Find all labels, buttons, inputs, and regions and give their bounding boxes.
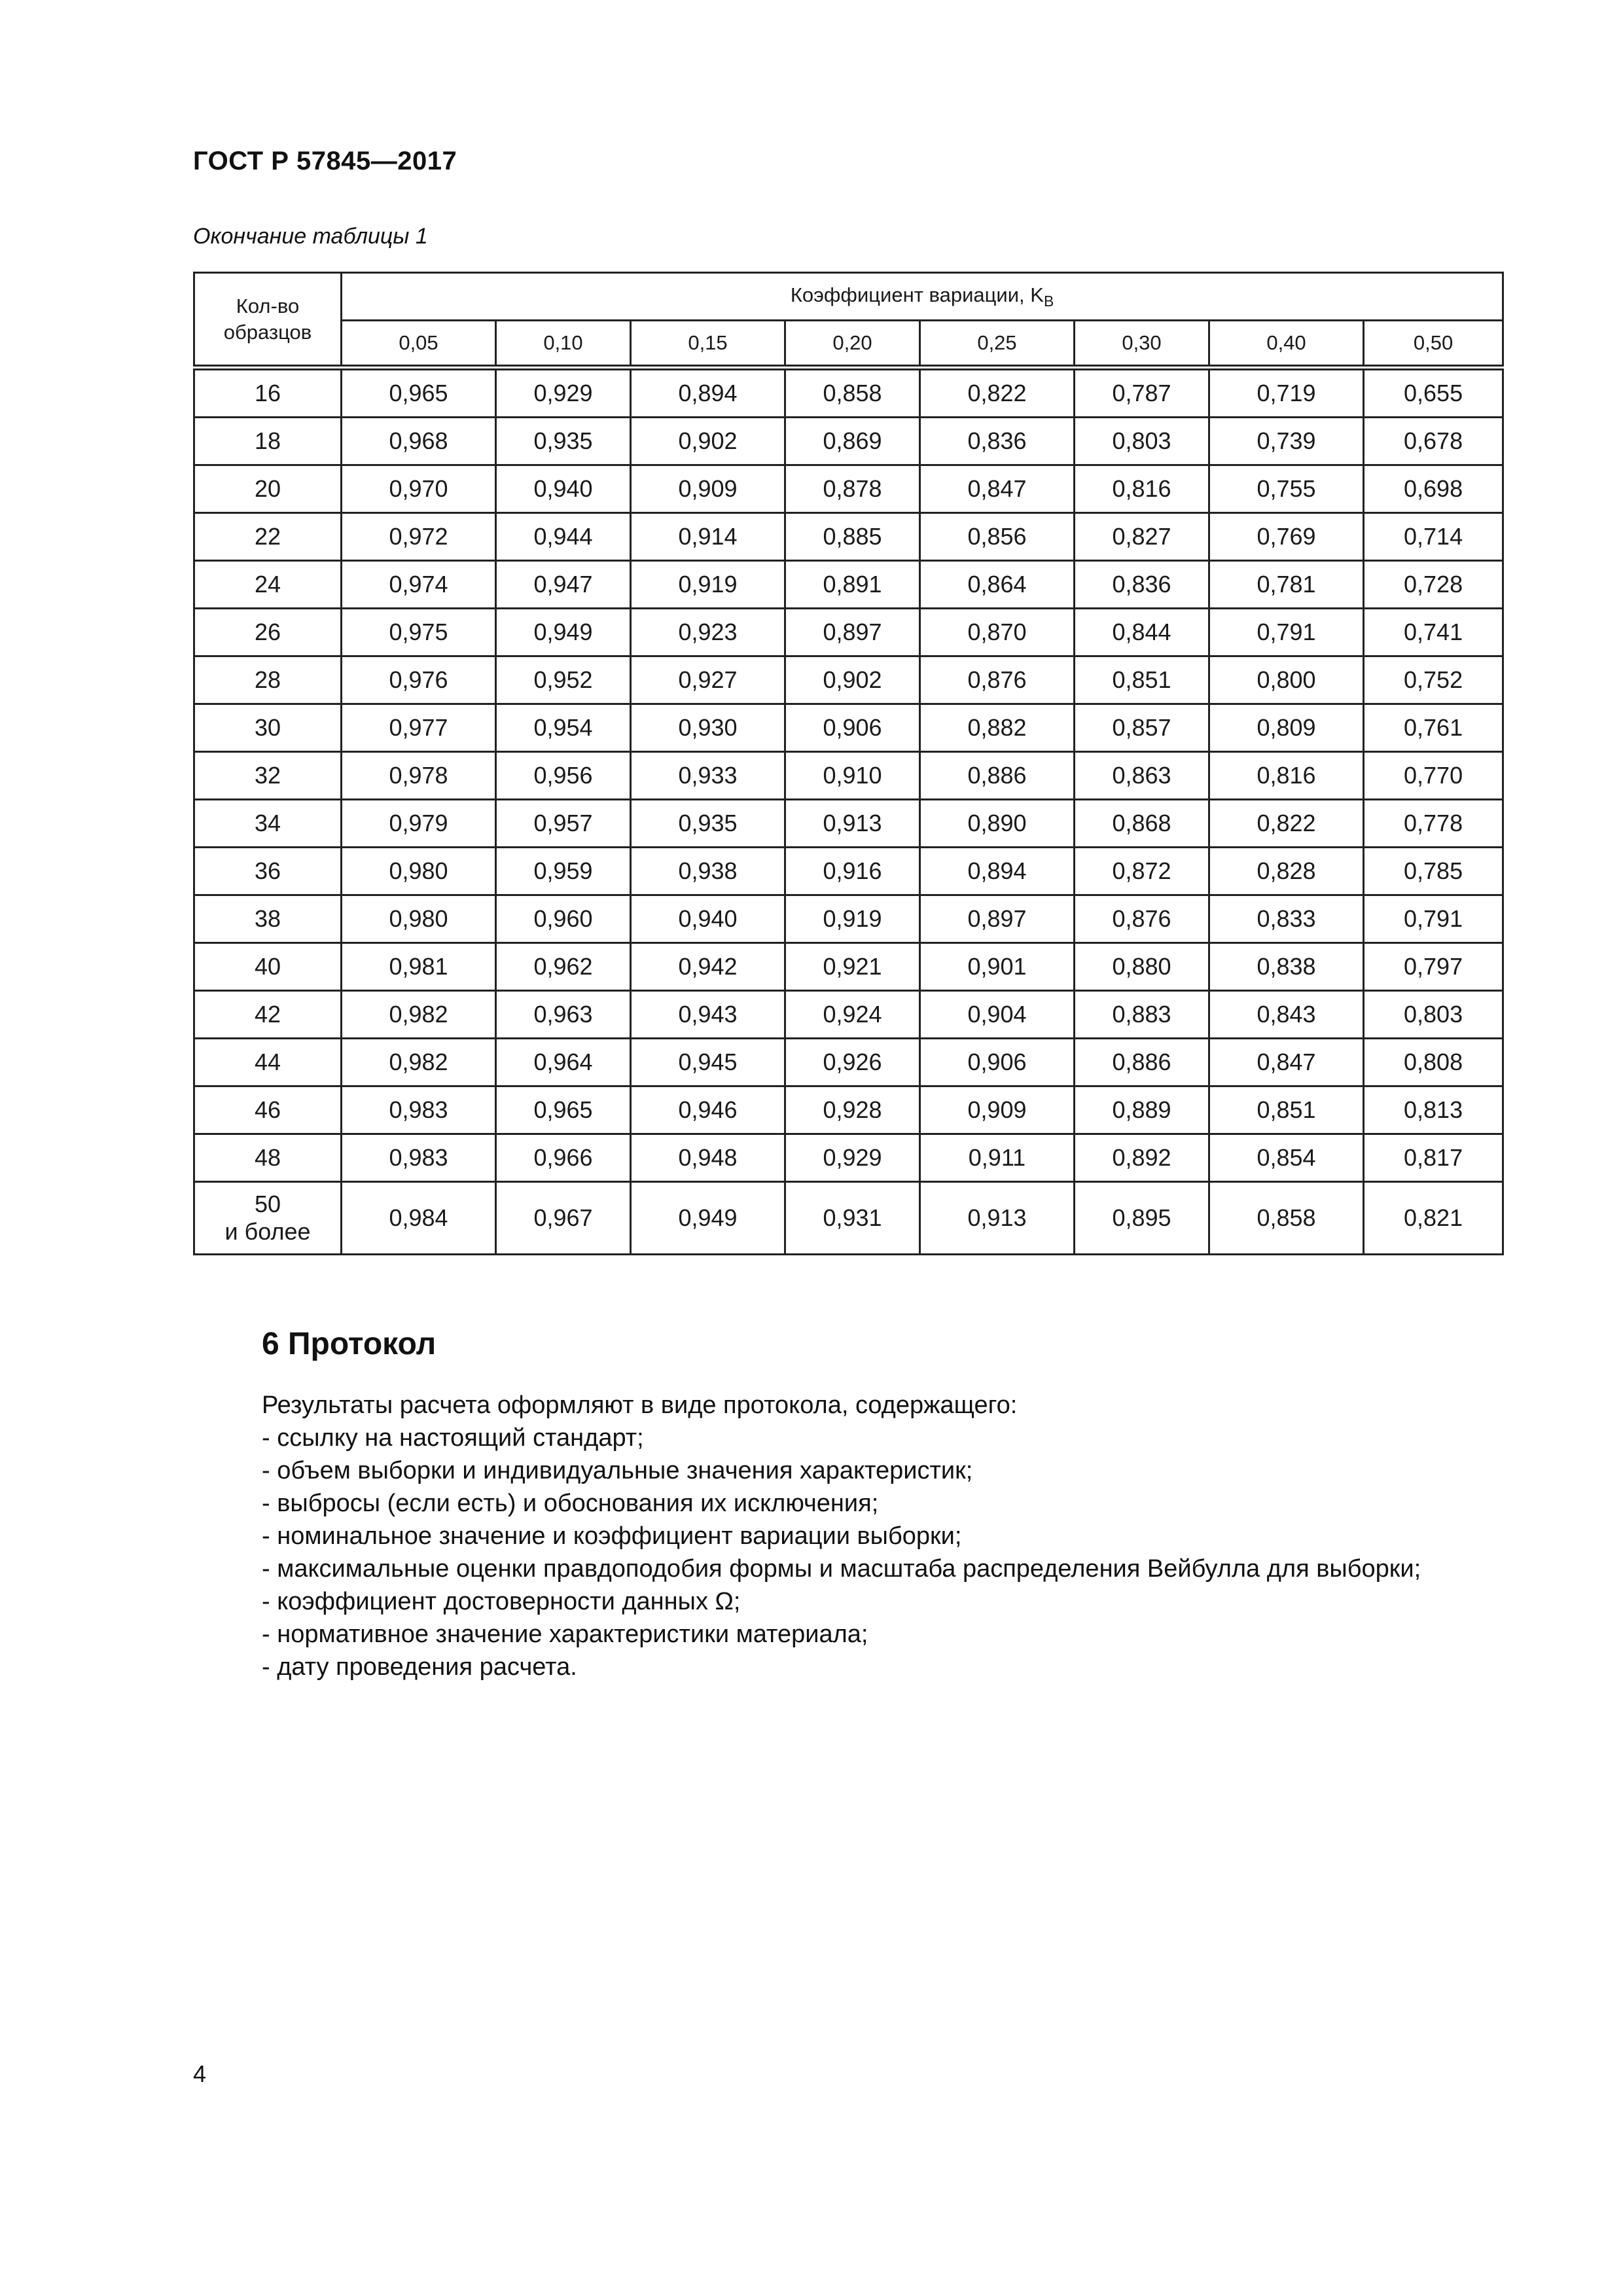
table-cell: 0,894 <box>631 368 785 418</box>
table-cell: 0,929 <box>496 368 631 418</box>
table-cell: 0,838 <box>1209 943 1364 991</box>
table-cell: 0,828 <box>1209 848 1364 895</box>
table-cell: 0,836 <box>920 418 1075 465</box>
table-row <box>194 368 1503 418</box>
table-cell: 0,808 <box>1364 1039 1503 1086</box>
table-cell: 0,962 <box>496 943 631 991</box>
table-cell: 0,976 <box>342 656 496 704</box>
sample-count-cell: 50 и более <box>194 1182 342 1255</box>
column-header: 0,20 <box>785 321 920 368</box>
table-row <box>194 1134 1503 1182</box>
table-cell: 0,857 <box>1075 704 1209 752</box>
list-item: - коэффициент достоверности данных Ω; <box>262 1588 741 1615</box>
sample-count-cell: 40 <box>194 943 342 991</box>
table-cell: 0,929 <box>785 1134 920 1182</box>
table-cell: 0,761 <box>1364 704 1503 752</box>
table-cell: 0,876 <box>920 656 1075 704</box>
table-cell: 0,787 <box>1075 368 1209 418</box>
page-number: 4 <box>193 2060 207 2087</box>
table-cell: 0,940 <box>496 465 631 513</box>
table-cell: 0,858 <box>785 368 920 418</box>
table-cell: 0,930 <box>631 704 785 752</box>
sample-count-cell: 18 <box>194 418 342 465</box>
table-cell: 0,933 <box>631 752 785 800</box>
table-cell: 0,854 <box>1209 1134 1364 1182</box>
table-cell: 0,863 <box>1075 752 1209 800</box>
table-cell: 0,833 <box>1209 895 1364 943</box>
table-row <box>194 991 1503 1039</box>
table-cell: 0,906 <box>920 1039 1075 1086</box>
list-item: - выбросы (если есть) и обоснования их исключения; <box>262 1490 879 1517</box>
table-cell: 0,856 <box>920 513 1075 561</box>
table-cell: 0,778 <box>1364 800 1503 848</box>
table-cell: 0,979 <box>342 800 496 848</box>
table-row <box>194 848 1503 895</box>
table-caption: Окончание таблицы 1 <box>193 224 428 249</box>
table-cell: 0,891 <box>785 561 920 609</box>
table-cell: 0,897 <box>785 609 920 656</box>
table-cell: 0,980 <box>342 895 496 943</box>
table-cell: 0,698 <box>1364 465 1503 513</box>
sample-count-cell: 42 <box>194 991 342 1039</box>
list-item: - дату проведения расчета. <box>262 1653 577 1681</box>
table-cell: 0,945 <box>631 1039 785 1086</box>
table-cell: 0,938 <box>631 848 785 895</box>
table-cell: 0,970 <box>342 465 496 513</box>
sample-count-cell: 48 <box>194 1134 342 1182</box>
column-header: 0,05 <box>342 321 496 368</box>
sample-count-cell: 46 <box>194 1086 342 1134</box>
table-cell: 0,858 <box>1209 1182 1364 1255</box>
table-cell: 0,883 <box>1075 991 1209 1039</box>
table-cell: 0,876 <box>1075 895 1209 943</box>
table-cell: 0,678 <box>1364 418 1503 465</box>
table-cell: 0,869 <box>785 418 920 465</box>
sample-count-cell: 38 <box>194 895 342 943</box>
table-cell: 0,741 <box>1364 609 1503 656</box>
column-header: 0,15 <box>631 321 785 368</box>
table-cell: 0,803 <box>1075 418 1209 465</box>
table-cell: 0,728 <box>1364 561 1503 609</box>
section-body <box>193 1389 1502 1683</box>
table-row <box>194 609 1503 656</box>
table-row <box>194 1086 1503 1134</box>
table-row <box>194 561 1503 609</box>
sample-count-cell: 30 <box>194 704 342 752</box>
table-cell: 0,847 <box>920 465 1075 513</box>
list-item: - объем выборки и индивидуальные значения характеристик; <box>262 1457 973 1484</box>
table-cell: 0,847 <box>1209 1039 1364 1086</box>
table-cell: 0,816 <box>1209 752 1364 800</box>
subscript-b: B <box>1043 292 1054 310</box>
table-row <box>194 418 1503 465</box>
table-cell: 0,827 <box>1075 513 1209 561</box>
table-cell: 0,975 <box>342 609 496 656</box>
table-cell: 0,882 <box>920 704 1075 752</box>
sample-count-cell: 32 <box>194 752 342 800</box>
table-cell: 0,982 <box>342 1039 496 1086</box>
table-cell: 0,935 <box>631 800 785 848</box>
table-cell: 0,868 <box>1075 800 1209 848</box>
column-header: 0,50 <box>1364 321 1503 368</box>
sample-count-cell: 24 <box>194 561 342 609</box>
table-cell: 0,983 <box>342 1086 496 1134</box>
table-row <box>194 465 1503 513</box>
table-cell: 0,843 <box>1209 991 1364 1039</box>
table-cell: 0,886 <box>920 752 1075 800</box>
sample-count-cell: 20 <box>194 465 342 513</box>
table-cell: 0,977 <box>342 704 496 752</box>
table-cell: 0,890 <box>920 800 1075 848</box>
table-cell: 0,983 <box>342 1134 496 1182</box>
table-cell: 0,935 <box>496 418 631 465</box>
sample-count-cell: 16 <box>194 368 342 418</box>
table-cell: 0,968 <box>342 418 496 465</box>
table-cell: 0,791 <box>1364 895 1503 943</box>
table-cell: 0,927 <box>631 656 785 704</box>
section-title: 6 Протокол <box>262 1327 437 1361</box>
table-cell: 0,972 <box>342 513 496 561</box>
table-cell: 0,895 <box>1075 1182 1209 1255</box>
table-cell: 0,948 <box>631 1134 785 1182</box>
table-cell: 0,921 <box>785 943 920 991</box>
table-cell: 0,904 <box>920 991 1075 1039</box>
table-row <box>194 1182 1503 1255</box>
table-cell: 0,919 <box>631 561 785 609</box>
table-cell: 0,984 <box>342 1182 496 1255</box>
table-cell: 0,916 <box>785 848 920 895</box>
table-cell: 0,752 <box>1364 656 1503 704</box>
table-cell: 0,978 <box>342 752 496 800</box>
table-cell: 0,944 <box>496 513 631 561</box>
table-cell: 0,946 <box>631 1086 785 1134</box>
table-cell: 0,878 <box>785 465 920 513</box>
table-cell: 0,885 <box>785 513 920 561</box>
table-cell: 0,769 <box>1209 513 1364 561</box>
table-cell: 0,817 <box>1364 1134 1503 1182</box>
table-row <box>194 752 1503 800</box>
column-header: 0,30 <box>1075 321 1209 368</box>
table-cell: 0,949 <box>496 609 631 656</box>
sample-count-cell: 44 <box>194 1039 342 1086</box>
table-cell: 0,954 <box>496 704 631 752</box>
column-header: 0,40 <box>1209 321 1364 368</box>
table-cell: 0,655 <box>1364 368 1503 418</box>
table-cell: 0,864 <box>920 561 1075 609</box>
column-header-row <box>194 321 1503 368</box>
table-cell: 0,739 <box>1209 418 1364 465</box>
table-cell: 0,947 <box>496 561 631 609</box>
table-cell: 0,913 <box>920 1182 1075 1255</box>
table-cell: 0,923 <box>631 609 785 656</box>
sample-count-cell: 34 <box>194 800 342 848</box>
table-cell: 0,892 <box>1075 1134 1209 1182</box>
table-cell: 0,967 <box>496 1182 631 1255</box>
table-row <box>194 513 1503 561</box>
table-cell: 0,959 <box>496 848 631 895</box>
list-item: - ссылку на настоящий стандарт; <box>262 1424 644 1452</box>
table-cell: 0,914 <box>631 513 785 561</box>
table-body <box>194 368 1503 1255</box>
column-header: 0,25 <box>920 321 1075 368</box>
table-cell: 0,880 <box>1075 943 1209 991</box>
table-cell: 0,966 <box>496 1134 631 1182</box>
table-cell: 0,943 <box>631 991 785 1039</box>
sample-count-cell: 26 <box>194 609 342 656</box>
table-cell: 0,931 <box>785 1182 920 1255</box>
table-row <box>194 943 1503 991</box>
table-cell: 0,785 <box>1364 848 1503 895</box>
sample-count-header: Кол-во образцов <box>194 273 342 368</box>
table-row <box>194 800 1503 848</box>
list-item: - максимальные оценки правдоподобия формы и масштаба распределения Вейбулла для выборки; <box>262 1555 1421 1583</box>
table-cell: 0,844 <box>1075 609 1209 656</box>
table-cell: 0,821 <box>1364 1182 1503 1255</box>
table-cell: 0,800 <box>1209 656 1364 704</box>
table-cell: 0,910 <box>785 752 920 800</box>
table-cell: 0,714 <box>1364 513 1503 561</box>
table-cell: 0,889 <box>1075 1086 1209 1134</box>
table-cell: 0,957 <box>496 800 631 848</box>
table-cell: 0,816 <box>1075 465 1209 513</box>
table-cell: 0,909 <box>920 1086 1075 1134</box>
table-cell: 0,719 <box>1209 368 1364 418</box>
section-protocol <box>262 1326 436 1362</box>
sample-count-cell: 36 <box>194 848 342 895</box>
table-cell: 0,755 <box>1209 465 1364 513</box>
table-cell: 0,942 <box>631 943 785 991</box>
table-cell: 0,894 <box>920 848 1075 895</box>
table-cell: 0,919 <box>785 895 920 943</box>
document-code: ГОСТ Р 57845—2017 <box>193 147 457 175</box>
table-cell: 0,809 <box>1209 704 1364 752</box>
sample-count-cell: 28 <box>194 656 342 704</box>
column-header: 0,10 <box>496 321 631 368</box>
table-cell: 0,952 <box>496 656 631 704</box>
table-cell: 0,911 <box>920 1134 1075 1182</box>
table-cell: 0,965 <box>342 368 496 418</box>
table-cell: 0,836 <box>1075 561 1209 609</box>
table-cell: 0,982 <box>342 991 496 1039</box>
table-cell: 0,906 <box>785 704 920 752</box>
table-row <box>194 895 1503 943</box>
table-cell: 0,981 <box>342 943 496 991</box>
list-item: - нормативное значение характеристики материала; <box>262 1621 868 1648</box>
table-cell: 0,974 <box>342 561 496 609</box>
table-cell: 0,960 <box>496 895 631 943</box>
table-cell: 0,791 <box>1209 609 1364 656</box>
list-item: - номинальное значение и коэффициент вариации выборки; <box>262 1522 962 1550</box>
table-cell: 0,902 <box>631 418 785 465</box>
table-cell: 0,770 <box>1364 752 1503 800</box>
table-row <box>194 656 1503 704</box>
table-cell: 0,909 <box>631 465 785 513</box>
table-cell: 0,965 <box>496 1086 631 1134</box>
table-cell: 0,897 <box>920 895 1075 943</box>
table-cell: 0,956 <box>496 752 631 800</box>
table-cell: 0,803 <box>1364 991 1503 1039</box>
table-row <box>194 704 1503 752</box>
table-cell: 0,949 <box>631 1182 785 1255</box>
table-cell: 0,913 <box>785 800 920 848</box>
table-cell: 0,822 <box>920 368 1075 418</box>
table-row <box>194 1039 1503 1086</box>
table-cell: 0,940 <box>631 895 785 943</box>
table-cell: 0,872 <box>1075 848 1209 895</box>
sample-count-cell: 22 <box>194 513 342 561</box>
table-cell: 0,822 <box>1209 800 1364 848</box>
table-cell: 0,928 <box>785 1086 920 1134</box>
table-cell: 0,813 <box>1364 1086 1503 1134</box>
variation-coefficient-header: Коэффициент вариации, $K_B$ <box>342 273 1503 321</box>
table-cell: 0,797 <box>1364 943 1503 991</box>
table-cell: 0,964 <box>496 1039 631 1086</box>
table-cell: 0,924 <box>785 991 920 1039</box>
table-cell: 0,886 <box>1075 1039 1209 1086</box>
table-cell: 0,963 <box>496 991 631 1039</box>
table-cell: 0,851 <box>1075 656 1209 704</box>
table-cell: 0,870 <box>920 609 1075 656</box>
table-cell: 0,980 <box>342 848 496 895</box>
intro-paragraph: Результаты расчета оформляют в виде протокола, содержащего: <box>262 1391 1018 1419</box>
table-cell: 0,851 <box>1209 1086 1364 1134</box>
table-cell: 0,901 <box>920 943 1075 991</box>
coefficient-table <box>193 272 1504 1255</box>
table-cell: 0,781 <box>1209 561 1364 609</box>
table-cell: 0,902 <box>785 656 920 704</box>
table-cell: 0,926 <box>785 1039 920 1086</box>
